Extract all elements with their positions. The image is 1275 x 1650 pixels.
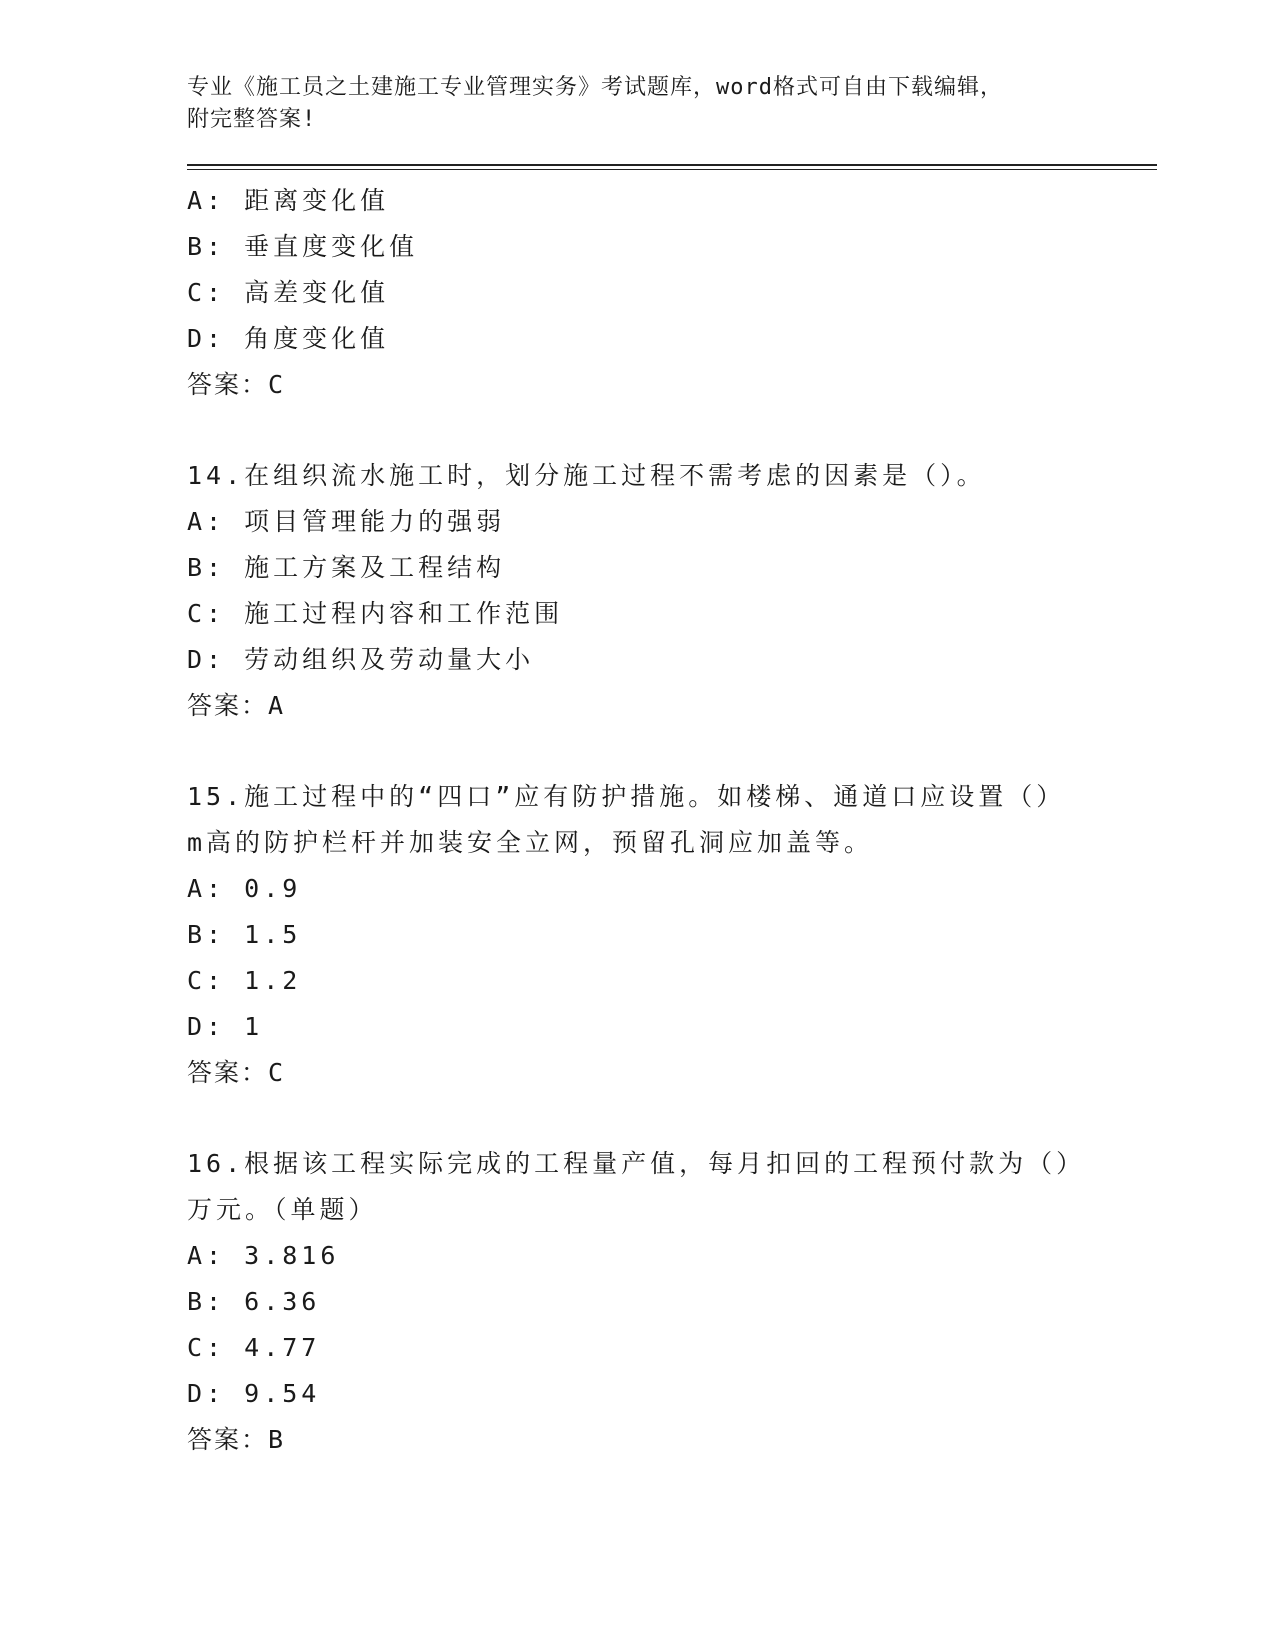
header-line-2: 附完整答案! xyxy=(187,107,317,132)
question-stem: 14.在组织流水施工时，划分施工过程不需考虑的因素是（）。 xyxy=(187,461,986,490)
answer: 答案：A xyxy=(187,691,286,720)
option-b: B: 施工方案及工程结构 xyxy=(187,553,506,582)
option-b: B: 1.5 xyxy=(187,920,302,949)
answer: 答案：B xyxy=(187,1425,286,1454)
header-divider xyxy=(187,164,1157,170)
question-stem-line-2: 万元。（单题） xyxy=(187,1195,378,1224)
question-stem xyxy=(187,774,1157,866)
question-13 xyxy=(187,178,1157,408)
option-d: D: 1 xyxy=(187,1012,264,1041)
question-stem-line-1: 15.施工过程中的“四口”应有防护措施。如楼梯、通道口应设置（） xyxy=(187,782,1066,811)
question-15 xyxy=(187,774,1157,1096)
answer: 答案：C xyxy=(187,370,286,399)
option-c: C: 1.2 xyxy=(187,966,302,995)
question-stem-line-1: 16.根据该工程实际完成的工程量产值，每月扣回的工程预付款为（） xyxy=(187,1149,1086,1178)
option-a: A: 距离变化值 xyxy=(187,186,390,215)
question-list xyxy=(187,178,1157,1463)
option-b: B: 6.36 xyxy=(187,1287,321,1316)
document-page xyxy=(187,72,1157,1463)
option-d: D: 角度变化值 xyxy=(187,324,390,353)
option-a: A: 3.816 xyxy=(187,1241,340,1270)
option-c: C: 施工过程内容和工作范围 xyxy=(187,599,564,628)
option-d: D: 9.54 xyxy=(187,1379,321,1408)
option-c: C: 4.77 xyxy=(187,1333,321,1362)
option-a: A: 项目管理能力的强弱 xyxy=(187,507,506,536)
answer: 答案：C xyxy=(187,1058,286,1087)
option-b: B: 垂直度变化值 xyxy=(187,232,419,261)
question-stem-line-2: m高的防护栏杆并加装安全立网，预留孔洞应加盖等。 xyxy=(187,828,874,857)
option-d: D: 劳动组织及劳动量大小 xyxy=(187,645,535,674)
question-stem xyxy=(187,1141,1157,1233)
header-line-1: 专业《施工员之土建施工专业管理实务》考试题库，word格式可自由下载编辑， xyxy=(187,75,1003,100)
document-header xyxy=(187,72,1067,136)
question-16 xyxy=(187,1141,1157,1463)
question-14 xyxy=(187,453,1157,729)
option-a: A: 0.9 xyxy=(187,874,302,903)
option-c: C: 高差变化值 xyxy=(187,278,390,307)
